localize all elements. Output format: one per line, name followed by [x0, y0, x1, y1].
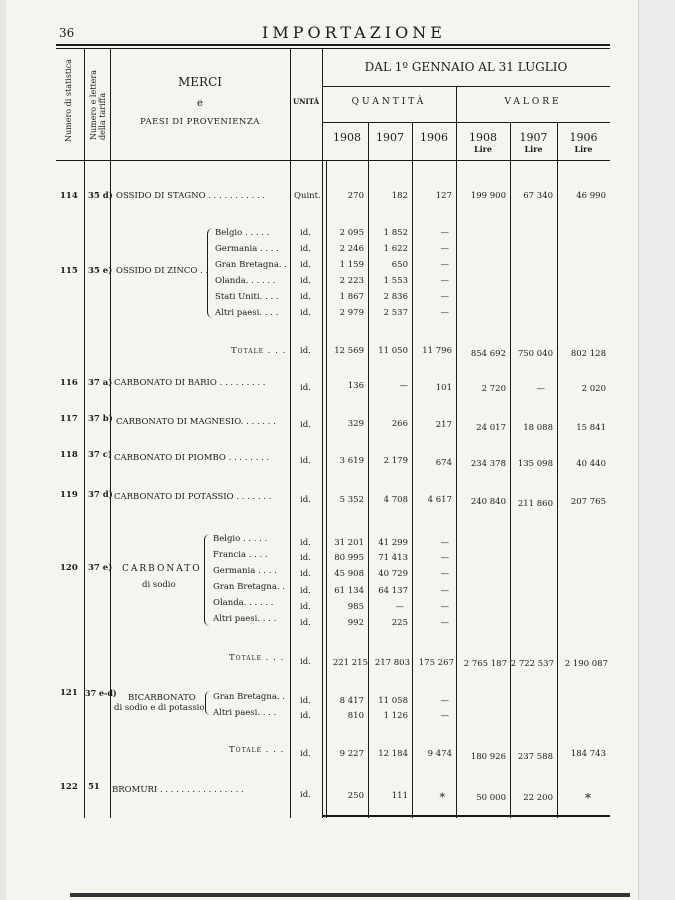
unit: id.: [300, 292, 311, 302]
q1906: —: [440, 553, 449, 563]
q1906: —: [440, 276, 449, 286]
q1906: 4 617: [427, 495, 452, 505]
tariff-code: 37 c): [88, 450, 112, 460]
page-title: IMPORTAZIONE: [262, 23, 446, 42]
header-stat-number: Numero di statistica: [64, 59, 73, 142]
header-top-rule-thin: [56, 48, 610, 49]
q1907: 71 413: [378, 553, 408, 563]
v1907: 135 098: [517, 459, 553, 469]
merci-name: CARBONATO: [122, 564, 202, 574]
q1908: 12 569: [334, 346, 364, 356]
country-brace: [204, 534, 210, 626]
v1908: 854 692: [470, 349, 506, 359]
header-period: DAL 1º GENNAIO AL 31 LUGLIO: [364, 60, 568, 74]
q1907: 11 050: [378, 346, 408, 356]
col-line-v1907: [557, 122, 558, 818]
col-line-merci: [290, 48, 291, 818]
q1907: 2 179: [383, 456, 408, 466]
country-name: Gran Bretagna. .: [213, 692, 286, 702]
v1907: —: [536, 384, 545, 394]
v1908: 199 900: [470, 191, 506, 201]
unit: id.: [300, 553, 311, 563]
tariff-code: 37 e-d): [85, 688, 117, 698]
v1907: 237 588: [517, 752, 553, 762]
merci-name: CARBONATO DI PIOMBO . . . . . . . .: [114, 453, 270, 463]
q1908: 61 134: [334, 586, 364, 596]
tariff-code: 37 d): [88, 490, 113, 500]
q1908: 80 995: [334, 553, 364, 563]
q1906: 101: [435, 383, 452, 393]
q1907: 217 803: [374, 658, 410, 668]
q1906: —: [440, 308, 449, 318]
v1906: 802 128: [570, 349, 606, 359]
unit: id.: [300, 260, 311, 270]
q1907: 1 553: [383, 276, 408, 286]
unit: id.: [300, 420, 311, 430]
stat-number: 122: [60, 782, 78, 792]
header-v-year-1907: 1907 Lire: [519, 131, 548, 154]
col-line-quantita: [456, 86, 457, 818]
col-line-q1908: [368, 122, 369, 818]
stat-number: 115: [60, 266, 78, 276]
country-name: Altri paesi. . . .: [215, 308, 279, 318]
country-name: Belgio . . . . .: [213, 534, 268, 544]
country-name: Altri paesi. . . .: [213, 614, 277, 624]
unit: id.: [300, 538, 311, 548]
q1908: 2 246: [339, 244, 364, 254]
q1907: 650: [391, 260, 408, 270]
q1908: 1 867: [339, 292, 364, 302]
q1907: 2 836: [383, 292, 408, 302]
q1908: 8 417: [339, 696, 364, 706]
col-line-tariff: [110, 48, 111, 818]
unit: id.: [300, 569, 311, 579]
header-provenienza: PAESI DI PROVENIENZA: [140, 117, 260, 127]
q1906: 11 796: [422, 346, 452, 356]
q1906: *: [439, 791, 445, 804]
v1908: 2 765 187: [463, 659, 507, 669]
q1907: 266: [391, 419, 408, 429]
merci-name-sub: di sodio e di potassio: [114, 703, 205, 713]
q1908: 985: [347, 602, 364, 612]
header-unita: UNITÀ: [292, 97, 320, 106]
unit: id.: [300, 228, 311, 238]
q1907: 1 126: [383, 711, 408, 721]
v1906: 184 743: [570, 749, 606, 759]
total-label: Totale . . .: [229, 745, 285, 755]
stat-number: 119: [60, 490, 78, 500]
year-rule: [322, 122, 610, 123]
q1908: 9 227: [339, 749, 364, 759]
header-bottom-rule: [56, 160, 610, 161]
q1907: 111: [391, 791, 408, 801]
country-name: Gran Bretagna. .: [215, 260, 288, 270]
q1906: —: [440, 228, 449, 238]
q1908: 45 908: [334, 569, 364, 579]
tariff-code: 35 e): [88, 266, 113, 276]
unit: id.: [300, 276, 311, 286]
v1908: 50 000: [476, 793, 506, 803]
country-brace: [207, 228, 213, 318]
stat-number: 117: [60, 414, 78, 424]
q1906: 9 474: [427, 749, 452, 759]
header-tariff: Numero e lettera della tariffa: [89, 70, 107, 140]
col-line-stat: [84, 48, 85, 818]
stat-number: 114: [60, 191, 78, 201]
q1907: 182: [391, 191, 408, 201]
merci-name: BICARBONATO: [128, 693, 196, 703]
q1907: 11 058: [378, 696, 408, 706]
q1908: 136: [347, 381, 364, 391]
q1907: 40 729: [378, 569, 408, 579]
tariff-code: 37 e): [88, 563, 113, 573]
scan-bottom-shadow: [70, 893, 630, 897]
v1908: 24 017: [476, 423, 506, 433]
q1907: —: [399, 381, 408, 391]
q1906: —: [440, 711, 449, 721]
q1906: 674: [435, 458, 452, 468]
merci-name: OSSIDO DI ZINCO . .: [116, 266, 209, 276]
merci-name: CARBONATO DI MAGNESIO. . . . . . .: [116, 417, 276, 427]
unit: id.: [300, 495, 311, 505]
q1908: 2 979: [339, 308, 364, 318]
country-name: Belgio . . . . .: [215, 228, 270, 238]
unit: id.: [300, 308, 311, 318]
v1906: 2 020: [581, 384, 606, 394]
country-name: Gran Bretagna. .: [213, 582, 286, 592]
v1908: 180 926: [470, 752, 506, 762]
q1906: —: [440, 586, 449, 596]
q1908: 221 215: [332, 658, 368, 668]
q1907: 64 137: [378, 586, 408, 596]
v1907: 22 200: [523, 793, 553, 803]
table-end-rule: [322, 815, 610, 817]
q1908: 31 201: [334, 538, 364, 548]
stat-number: 120: [60, 563, 78, 573]
q1908: 1 159: [339, 260, 364, 270]
q1908: 2 095: [339, 228, 364, 238]
unit: id.: [300, 749, 311, 759]
period-rule: [322, 86, 610, 87]
unit: id.: [300, 618, 311, 628]
q1907: 4 708: [383, 495, 408, 505]
country-name: Olanda. . . . . .: [215, 276, 276, 286]
stat-number: 121: [60, 688, 78, 698]
country-name: Francia . . . .: [213, 550, 268, 560]
tariff-code: 37 b): [88, 414, 113, 424]
q1906: —: [440, 696, 449, 706]
header-merci: MERCI: [177, 75, 222, 89]
unit: id.: [300, 602, 311, 612]
unit: id.: [300, 456, 311, 466]
total-label: Totale . . .: [229, 653, 285, 663]
q1906: —: [440, 602, 449, 612]
q1906: —: [440, 618, 449, 628]
v1907: 211 860: [517, 499, 553, 509]
q1907: 2 537: [383, 308, 408, 318]
q1907: 1 622: [383, 244, 408, 254]
q1906: —: [440, 538, 449, 548]
country-name: Altri paesi. . . .: [213, 708, 277, 718]
q1907: —: [395, 602, 404, 612]
col-line-unit: [322, 48, 323, 818]
merci-name: CARBONATO DI POTASSIO . . . . . . .: [114, 492, 272, 502]
header-e: e: [197, 98, 203, 109]
q1908: 2 223: [339, 276, 364, 286]
q1908: 270: [347, 191, 364, 201]
unit: id.: [300, 711, 311, 721]
tariff-code: 35 d): [88, 191, 113, 201]
merci-name: BROMURI . . . . . . . . . . . . . . . .: [112, 785, 244, 795]
scan-edge-left: [0, 0, 6, 900]
v1908: 2 720: [481, 384, 506, 394]
country-name: Germania . . . .: [215, 244, 279, 254]
v1908: 240 840: [470, 497, 506, 507]
q1908: 992: [347, 618, 364, 628]
v1906: 2 190 087: [564, 659, 608, 669]
v1907: 18 088: [523, 423, 553, 433]
unit: Quint.: [294, 191, 321, 201]
merci-name-sub: di sodio: [142, 580, 176, 590]
q1906: —: [440, 244, 449, 254]
page-number: 36: [59, 26, 75, 40]
q1906: 175 267: [418, 658, 454, 668]
header-v-year-1906: 1906 Lire: [569, 131, 598, 154]
q1906: —: [440, 569, 449, 579]
col-line-unit-double: [326, 160, 327, 818]
q1907: 1 852: [383, 228, 408, 238]
unit: id.: [300, 790, 311, 800]
q1907: 225: [391, 618, 408, 628]
merci-name: CARBONATO DI BARIO . . . . . . . . .: [114, 378, 266, 388]
v1906: 15 841: [576, 423, 606, 433]
q1907: 12 184: [378, 749, 408, 759]
q1907: 41 299: [378, 538, 408, 548]
country-name: Germania . . . .: [213, 566, 277, 576]
header-q-year-1906: 1906: [420, 131, 448, 144]
v1908: 234 378: [470, 459, 506, 469]
v1907: 67 340: [523, 191, 553, 201]
v1906: 40 440: [576, 459, 606, 469]
merci-name: OSSIDO DI STAGNO . . . . . . . . . . .: [116, 191, 265, 201]
stat-number: 116: [60, 378, 78, 388]
unit: id.: [300, 383, 311, 393]
unit: id.: [300, 244, 311, 254]
q1906: —: [440, 260, 449, 270]
header-top-rule: [56, 44, 610, 46]
total-label: Totale . . .: [231, 346, 287, 356]
country-brace: [205, 691, 210, 715]
tariff-code: 37 a): [88, 378, 113, 388]
q1906: 127: [435, 191, 452, 201]
q1908: 5 352: [339, 495, 364, 505]
country-name: Stati Uniti. . . .: [215, 292, 279, 302]
q1908: 3 619: [339, 456, 364, 466]
unit: id.: [300, 696, 311, 706]
col-line-v1908: [510, 122, 511, 818]
country-name: Olanda. . . . . .: [213, 598, 274, 608]
unit: id.: [300, 346, 311, 356]
unit: id.: [300, 586, 311, 596]
v1907: 2 722 537: [510, 659, 554, 669]
v1906: 46 990: [576, 191, 606, 201]
v1906: *: [585, 791, 591, 805]
stat-number: 118: [60, 450, 78, 460]
header-v-year-1908: 1908 Lire: [469, 131, 497, 154]
header-valore: VALORE: [504, 97, 562, 107]
v1906: 207 765: [570, 497, 606, 507]
col-line-q1907: [412, 122, 413, 818]
header-q-year-1908: 1908: [333, 131, 361, 144]
q1906: —: [440, 292, 449, 302]
header-q-year-1907: 1907: [376, 131, 404, 144]
v1907: 750 040: [517, 349, 553, 359]
q1908: 250: [347, 791, 364, 801]
q1908: 329: [347, 419, 364, 429]
q1906: 217: [435, 420, 452, 430]
q1908: 810: [347, 711, 364, 721]
tariff-code: 51: [88, 782, 100, 792]
header-quantita: QUANTITÀ: [351, 97, 427, 107]
scan-edge-right: [638, 0, 675, 900]
unit: id.: [300, 657, 311, 667]
